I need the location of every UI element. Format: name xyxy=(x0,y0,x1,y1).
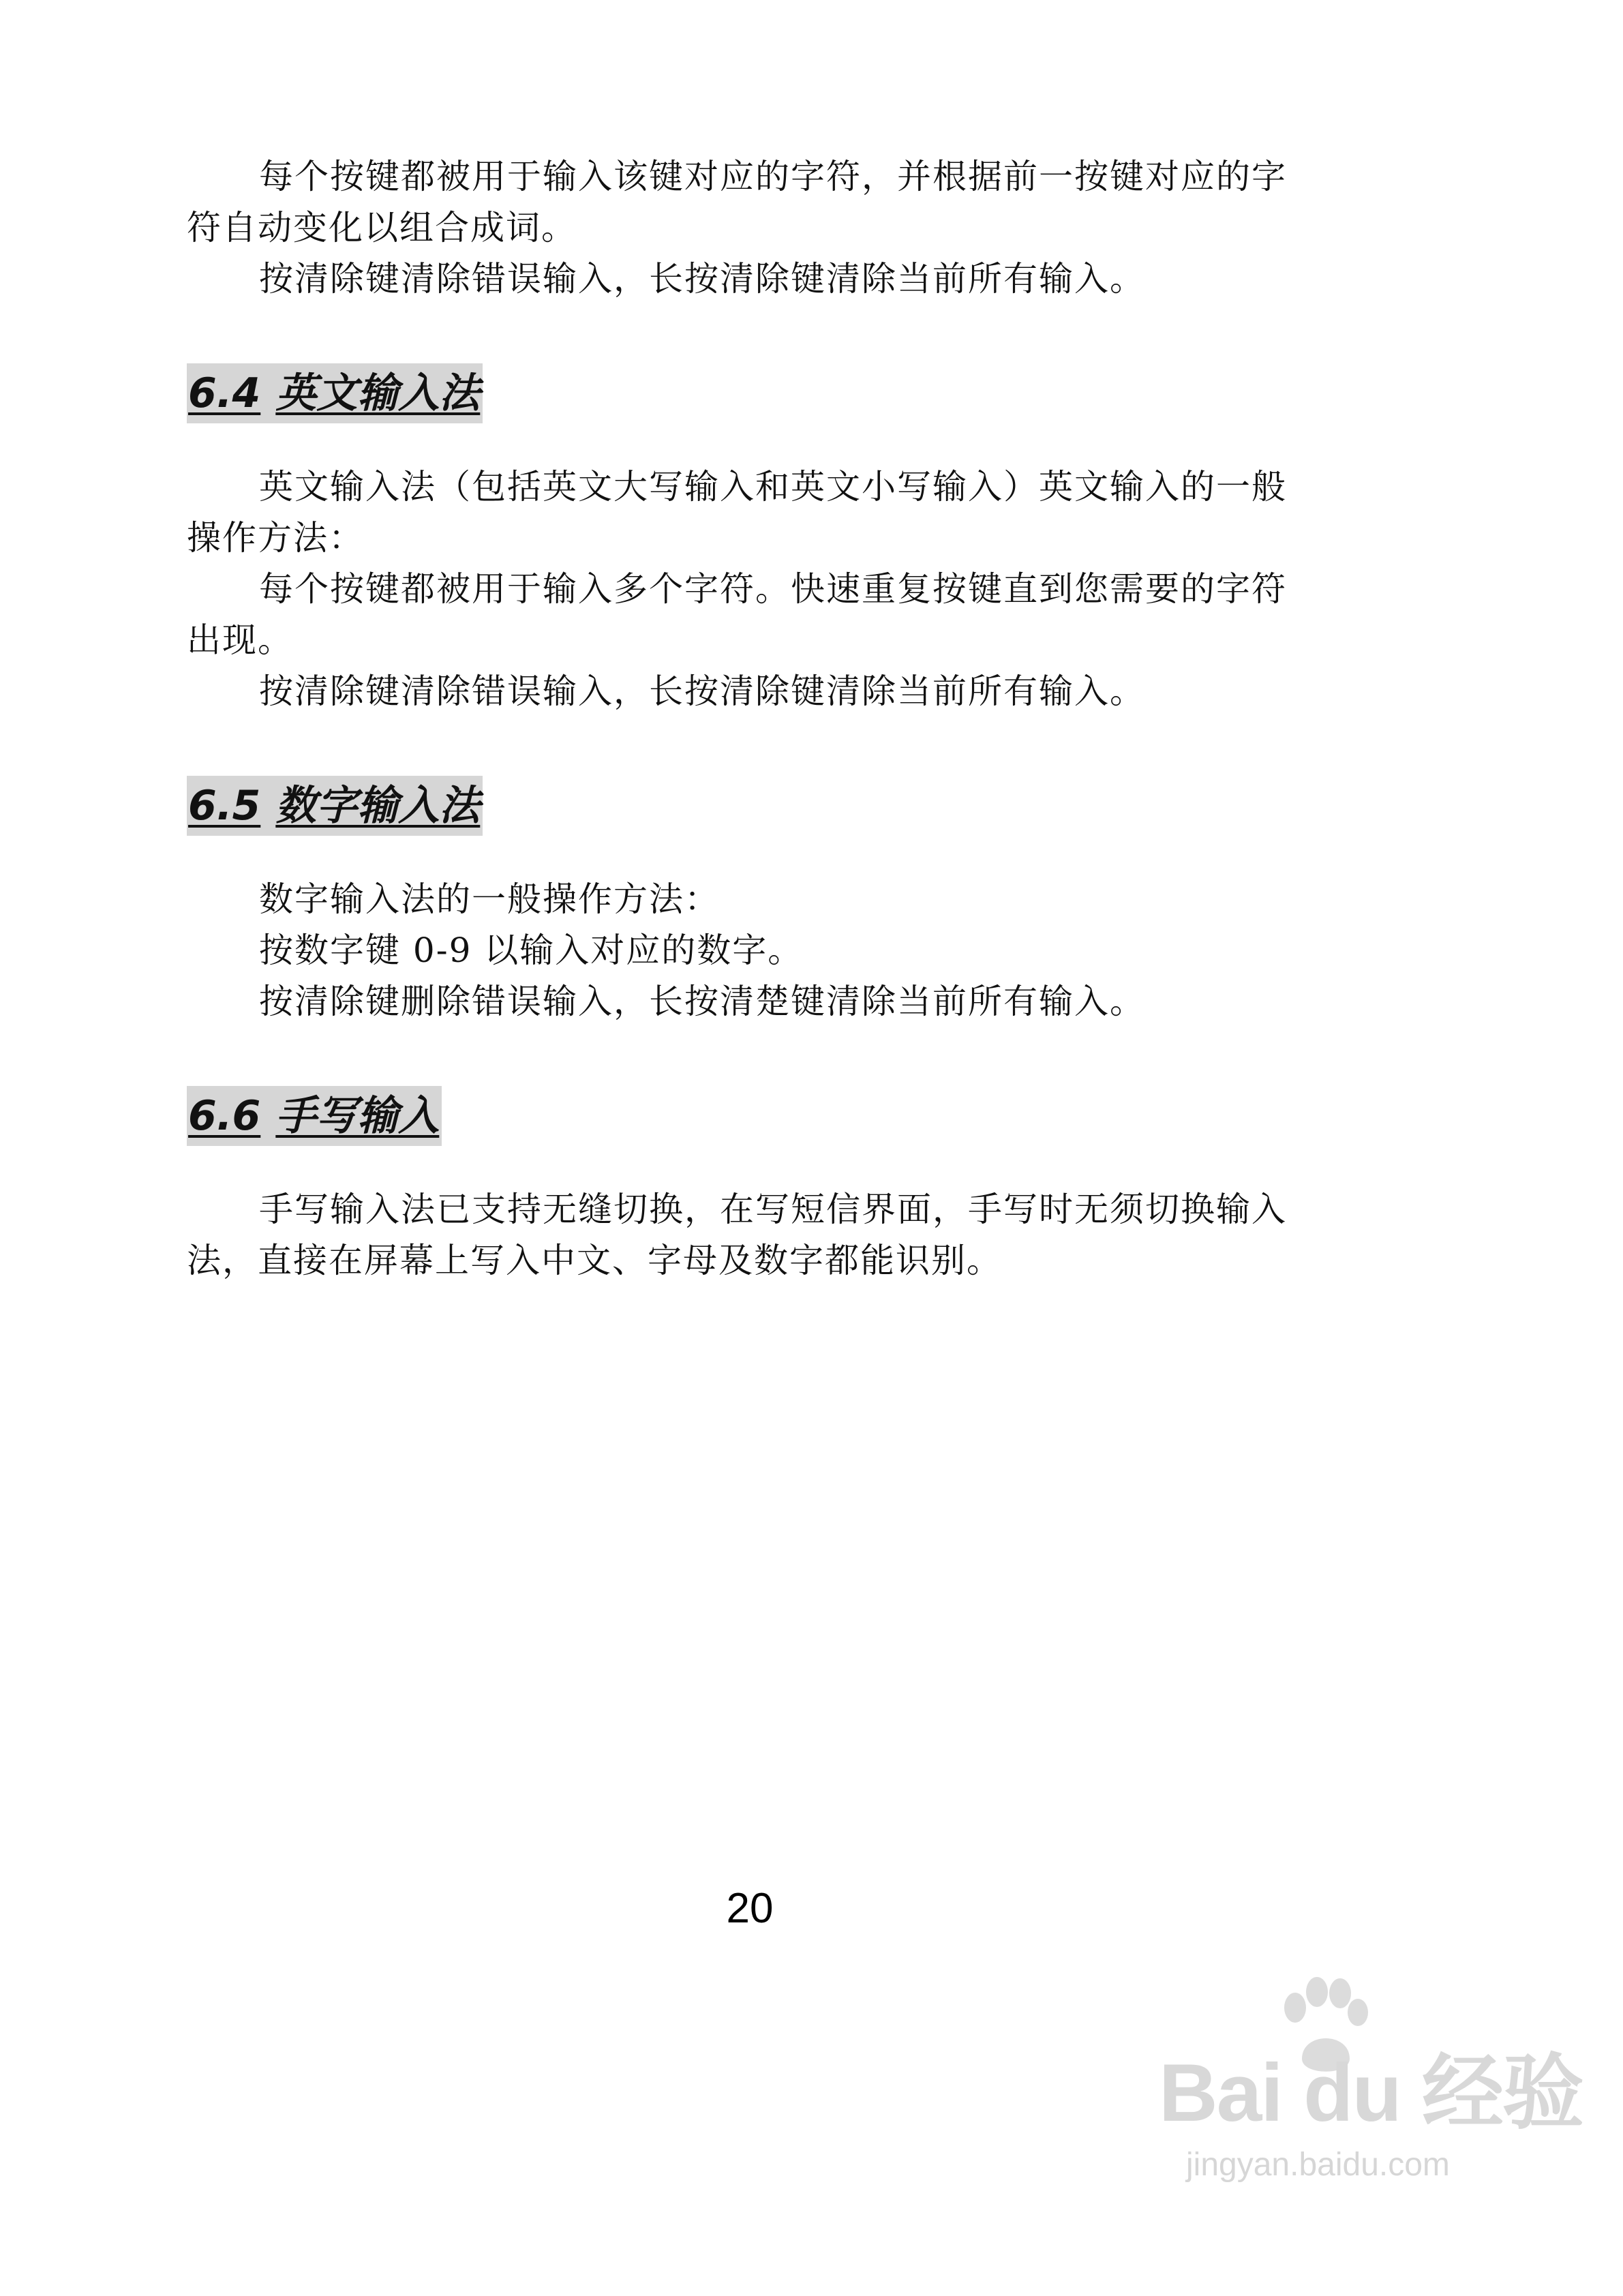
paragraph: 按清除键清除错误输入，长按清除键清除当前所有输入。 xyxy=(259,259,1145,299)
section-number: 6.4 xyxy=(188,369,261,417)
paragraph: 每个按键都被用于输入该键对应的字符，并根据前一按键对应的字符自动变化以组合成词。 xyxy=(187,157,1287,247)
paragraph: 英文输入法（包括英文大写输入和英文小写输入）英文输入的一般操作方法： xyxy=(187,467,1287,558)
section-number: 6.6 xyxy=(188,1092,261,1140)
paragraph: 手写输入法已支持无缝切换，在写短信界面，手写时无须切换输入法，直接在屏幕上写入中文、字母及数字都能识别。 xyxy=(187,1190,1287,1280)
section-title: 数字输入法 xyxy=(275,782,481,830)
section-heading-6-5 xyxy=(187,776,1291,839)
paragraph: 每个按键都被用于输入多个字符。快速重复按键直到您需要的字符出现。 xyxy=(187,569,1287,660)
paragraph: 按清除键删除错误输入，长按清楚键清除当前所有输入。 xyxy=(259,982,1145,1021)
page-content xyxy=(187,151,1291,1286)
page-number: 20 xyxy=(726,1885,774,1932)
paragraph: 按清除键清除错误输入，长按清除键清除当前所有输入。 xyxy=(259,671,1145,711)
paragraph: 数字输入法的一般操作方法： xyxy=(259,879,720,919)
paragraph: 按数字键 0-9 以输入对应的数字。 xyxy=(259,931,804,970)
intro-section xyxy=(187,151,1291,305)
section-body-6-6 xyxy=(187,1184,1291,1286)
watermark-url: jingyan.baidu.com xyxy=(1186,2147,1450,2183)
section-number: 6.5 xyxy=(188,782,261,830)
section-heading-6-6 xyxy=(187,1086,1291,1149)
section-title: 手写输入 xyxy=(275,1092,440,1140)
section-body-6-5 xyxy=(187,874,1291,1027)
section-title: 英文输入法 xyxy=(275,369,481,417)
watermark-logo-text: Bai du 经验 xyxy=(1159,2047,1583,2139)
section-body-6-4 xyxy=(187,462,1291,717)
section-heading-6-4 xyxy=(187,363,1291,426)
baidu-jingyan-watermark xyxy=(1159,1977,1583,2183)
